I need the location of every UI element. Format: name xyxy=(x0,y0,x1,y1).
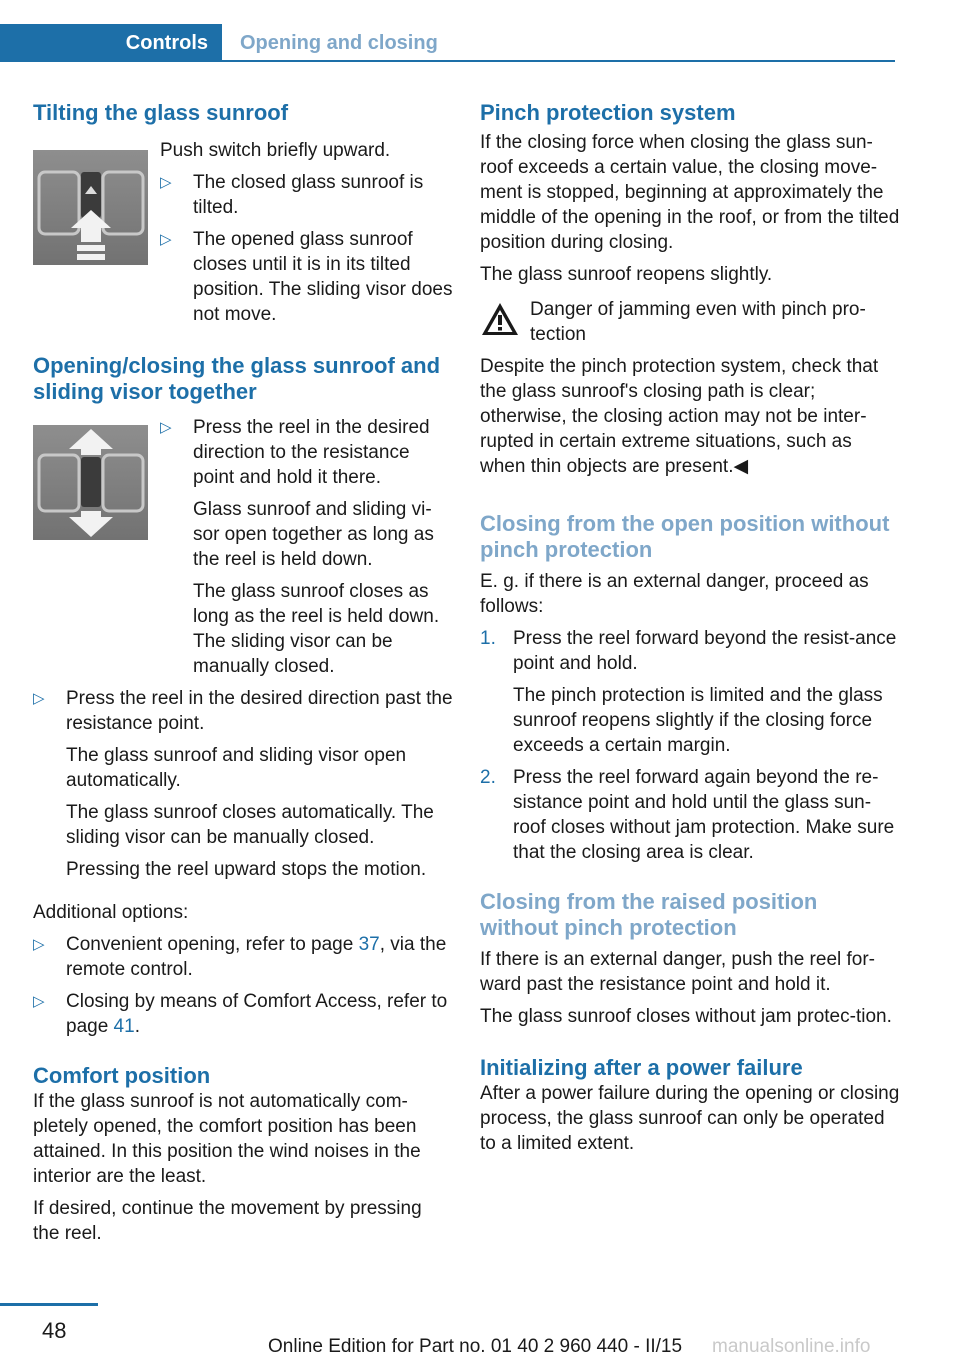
comfort-heading: Comfort position xyxy=(33,1063,211,1088)
pinch-paragraph-1: If the closing force when closing the glass sun-roof exceeds a certain value, the closing move-ment is stopped, beginning at approximately the middle of the opening in the roof, or from the tilted position during closing. xyxy=(480,132,900,253)
left-column xyxy=(33,100,453,1246)
warning-title: Danger of jamming even with pinch pro-tection xyxy=(530,299,866,345)
list-item: ▷ Convenient opening, refer to page 37, via the remote control. xyxy=(33,934,447,980)
section-tab: Controls xyxy=(0,24,222,62)
tilting-heading: Tilting the glass sunroof xyxy=(33,100,289,125)
triangle-bullet-icon: ▷ xyxy=(160,231,172,248)
list-item: ▷ Press the reel in the desired direction past the resistance point. The glass sunroof and sliding visor open automatically. The glass sunroof closes automatically. The sliding visor can be manually closed. Pressing the reel upward stops the motion. xyxy=(33,688,453,880)
switch-updown-illustration xyxy=(33,425,148,540)
triangle-bullet-icon: ▷ xyxy=(33,993,45,1010)
list-item: 2. Press the reel forward again beyond the re-sistance point and hold until the glass sun-roof closes without jam protection. Make sure that the closing area is clear. xyxy=(480,767,895,863)
triangle-bullet-icon: ▷ xyxy=(160,174,172,191)
switch-up-arrow-icon xyxy=(33,150,148,265)
together-block xyxy=(33,415,453,679)
warning-body: Despite the pinch protection system, check that the glass sunroof's closing path is clear; otherwise, the closing action may not be inter-rupted in certain extreme situations, such as when thin objects are present.◀ xyxy=(480,356,879,477)
list-item: ▷ Press the reel in the desired direction to the resistance point and hold it there. Glass sunroof and sliding vi-sor open together as long as the reel is held down. The glass sunroof closes as long as the reel is held down. The sliding visor can be manually closed. xyxy=(160,417,440,677)
triangle-bullet-icon: ▷ xyxy=(33,690,45,707)
triangle-bullet-icon: ▷ xyxy=(160,419,172,436)
additional-options-label: Additional options: xyxy=(33,902,189,923)
tilting-intro: Push switch briefly upward. xyxy=(160,140,391,161)
list-item: ▷ The closed glass sunroof is tilted. xyxy=(160,172,424,218)
comfort-paragraph-2: If desired, continue the movement by pressing the reel. xyxy=(33,1198,422,1244)
list-item: 1. Press the reel forward beyond the resist-ance point and hold. The pinch protection is limited and the glass sunroof reopens slightly if the closing force exceeds a certain margin. xyxy=(480,628,897,756)
watermark: manualsonline.info xyxy=(712,1336,871,1357)
together-text xyxy=(160,415,453,679)
page-link-37[interactable]: 37 xyxy=(358,934,380,955)
list-item: ▷ Closing by means of Comfort Access, refer to page 41. xyxy=(33,991,448,1037)
page-number: 48 xyxy=(42,1318,67,1343)
open-position-intro: E. g. if there is an external danger, proceed as follows: xyxy=(480,571,869,617)
footer-rule xyxy=(0,1303,98,1306)
triangle-bullet-icon: ▷ xyxy=(33,936,45,953)
together-heading: Opening/closing the glass sunroof and sliding visor together xyxy=(33,353,441,404)
tilting-text xyxy=(160,130,453,327)
pinch-paragraph-2: The glass sunroof reopens slightly. xyxy=(480,264,773,285)
header-rule xyxy=(222,60,895,62)
switch-tilt-illustration xyxy=(33,150,148,265)
switch-up-down-arrows-icon xyxy=(33,425,148,540)
open-position-heading: Closing from the open position without pinch protection xyxy=(480,511,890,562)
page-header xyxy=(0,0,895,62)
page-link-41[interactable]: 41 xyxy=(113,1016,135,1037)
warning-triangle-icon xyxy=(480,301,520,339)
list-item: ▷ The opened glass sunroof closes until it is in its tilted position. The sliding visor does not move. xyxy=(160,229,453,325)
tilting-block xyxy=(33,130,453,327)
init-paragraph: After a power failure during the opening or closing process, the glass sunroof can only be operated to a limited extent. xyxy=(480,1083,900,1154)
raised-position-heading: Closing from the raised position without pinch protection xyxy=(480,889,818,940)
raised-position-paragraph-1: If there is an external danger, push the reel for-ward past the resistance point and hold it. xyxy=(480,949,876,995)
comfort-paragraph-1: If the glass sunroof is not automatically com-pletely opened, the comfort position has been attained. In this position the wind noises in the interior are the least. xyxy=(33,1091,421,1187)
raised-position-paragraph-2: The glass sunroof closes without jam protec-tion. xyxy=(480,1006,892,1027)
chapter-tab: Opening and closing xyxy=(240,32,438,54)
pinch-heading: Pinch protection system xyxy=(480,100,736,125)
init-heading: Initializing after a power failure xyxy=(480,1055,803,1080)
edition-line: Online Edition for Part no. 01 40 2 960 440 - II/15 xyxy=(268,1336,683,1357)
right-column xyxy=(480,100,900,1156)
warning-callout xyxy=(480,297,900,347)
